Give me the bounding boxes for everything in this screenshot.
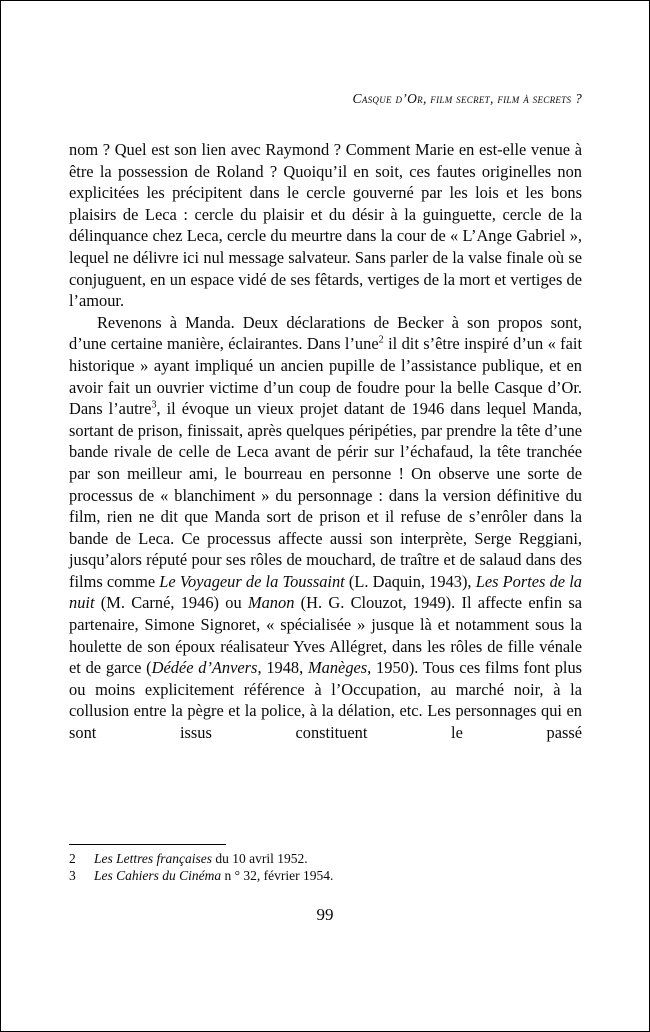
text-segment: , 1948, <box>257 658 308 678</box>
footnotes <box>69 850 582 884</box>
text-segment: (L. Daquin, 1943), <box>344 571 476 591</box>
text-segment: Les Portes de la nuit <box>69 571 582 613</box>
text-segment: du 10 avril 1952. <box>212 851 308 866</box>
text-segment: Les Lettres françaises <box>94 851 212 866</box>
text-segment: (H. G. Clouzot, 1949). Il affecte enfin sa partenaire, Simone Signoret, « spécialisée » jusque là et notamment sous la houlette de son époux réalisateur Yves Allégret, dans les rôles de fille vénale et de garce ( <box>69 593 582 678</box>
body-text <box>69 139 582 744</box>
footnote-area <box>69 844 582 884</box>
footnote <box>69 850 582 867</box>
footnote-separator <box>69 844 226 845</box>
text-segment: Les Cahiers du Cinéma <box>94 868 222 883</box>
paragraph <box>69 312 582 744</box>
text-segment: Dédée d’Anvers <box>151 658 258 678</box>
footnote-number: 3 <box>69 868 76 883</box>
text-segment: , 1950). Tous ces films font plus ou moins explicitement référence à l’Occupation, au marché noir, à la collusion entre la pègre et la police, à la délation, etc. Les personnages qui en sont issus constituent le passé <box>69 658 583 743</box>
page-number: 99 <box>316 905 334 924</box>
text-segment: il dit s’être inspiré d’un « fait historique » ayant impliqué un ancien pupille de l’assistance publique, et en avoir fait un ouvrier victime d’un coup de foudre pour la belle Casque d’Or. Dans l’autre <box>69 334 583 419</box>
text-segment: Manon <box>247 593 295 613</box>
text-segment: , il évoque un vieux projet datant de 1946 dans lequel Manda, sortant de prison, finissait, après quelques péripéties, par prendre la tête d’une bande rivale de celle de Leca avant de périr sur l’échafaud, la tête tranchée par son meilleur ami, le bourreau en personne ! On observe une sorte de processus de « blanchiment » du personnage : dans la version définitive du film, rien ne dit que Manda sort de prison et il refuse de s’enrôler dans la bande de Leca. Ce processus affecte aussi son interprète, Serge Reggiani, jusqu’alors réputé pour ses rôles de mouchard, de traître et de salaud dans des films comme <box>69 399 582 591</box>
text-segment: nom ? Quel est son lien avec Raymond ? Comment Marie en est-elle venue à être la possession de Roland ? Quoiqu’il en soit, ces fautes originelles non explicitées les précipitent dans le cercle gouverné par les lois et les bons plaisirs de Leca : cercle du plaisir et du désir à la guinguette, cercle de la délinquance chez Leca, cercle du meurtre dans la cour de « L’Ange Gabriel », lequel ne délivre ici nul message salvateur. Sans parler de la valse finale où se conjuguent, en un espace vidé de ses fêtards, vertiges de la mort et vertiges de l’amour. <box>69 140 582 311</box>
paragraph <box>69 139 582 312</box>
text-segment: Revenons à Manda. Deux déclarations de Becker à son propos sont, d’une certaine manière, éclairantes. Dans l’une <box>69 312 582 354</box>
footnote-reference: 2 <box>378 334 384 346</box>
footnote-number: 2 <box>69 851 76 866</box>
footnote-reference: 3 <box>151 399 157 411</box>
text-segment: Le Voyageur de la Toussaint <box>159 571 345 591</box>
running-head: Casque d’Or, film secret, film à secrets ? <box>352 91 582 106</box>
text-segment: n ° 32, février 1954. <box>221 868 334 883</box>
footnote <box>69 867 582 884</box>
text-segment: Manèges <box>308 658 368 678</box>
text-segment: (M. Carné, 1946) ou <box>94 593 248 613</box>
